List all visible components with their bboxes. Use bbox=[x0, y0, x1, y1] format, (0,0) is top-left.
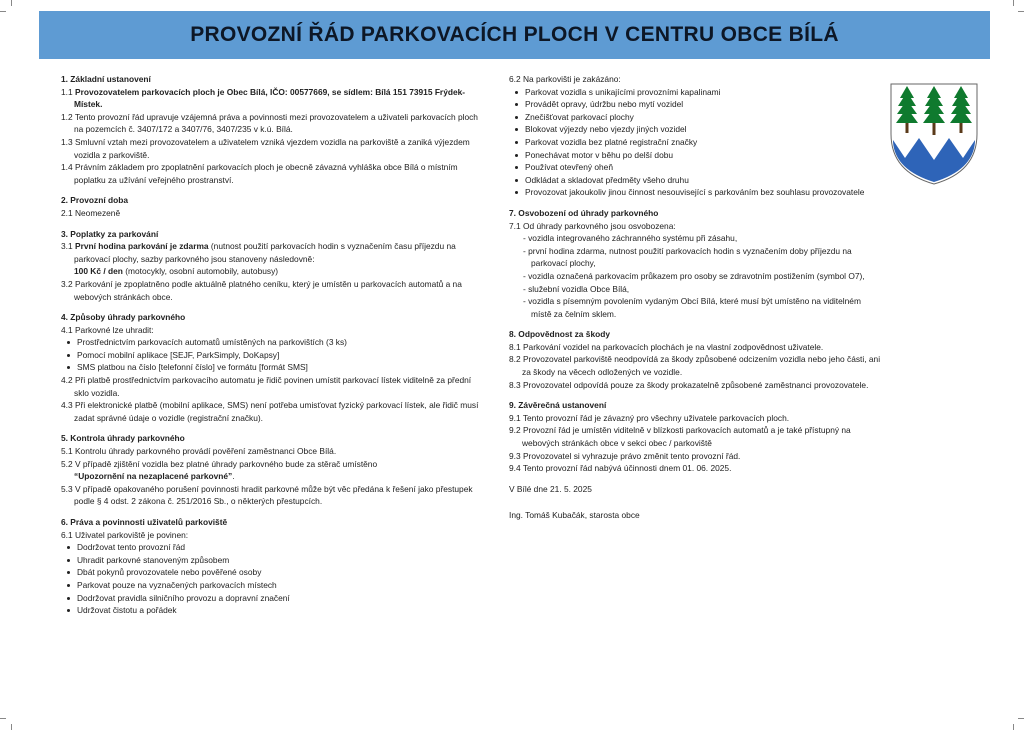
paragraph-5-1: 5.1 Kontrolu úhrady parkovného provádí pověření zaměstnanci Obce Bílá. bbox=[61, 446, 337, 457]
paragraph-4-3: 4.3 Při elektronické platbě (mobilní aplikace, SMS) není potřeba umisťovat fyzický parkovací lístek, ale řidič musí zadat správné údaje o vozidle (registrační značku). bbox=[61, 400, 479, 423]
section-heading: 2. Provozní doba bbox=[61, 195, 129, 206]
place-date: V Bílé dne 21. 5. 2025 bbox=[509, 483, 592, 494]
section-heading: 9. Závěrečná ustanovení bbox=[509, 400, 607, 411]
exemption-item: - vozidla integrovaného záchranného systému při zásahu, bbox=[523, 233, 738, 244]
crop-mark bbox=[1013, 0, 1014, 6]
list-item: Pomocí mobilní aplikace [SEJF, ParkSimply, DoKapsy] bbox=[77, 349, 481, 362]
section-heading: 5. Kontrola úhrady parkovného bbox=[61, 433, 185, 444]
paragraph-2-1: 2.1 Neomezeně bbox=[61, 207, 121, 218]
section-heading: 1. Základní ustanovení bbox=[61, 74, 151, 84]
user-obligations-list bbox=[61, 541, 481, 617]
crop-mark bbox=[1018, 718, 1024, 719]
paragraph-1-4: 1.4 Právním základem pro zpoplatnění parkovacích ploch je obecně závazná vyhláška obce Bílá o místním poplatku za užívání veřejného prostranství. bbox=[61, 162, 458, 185]
payment-methods-list bbox=[61, 336, 481, 374]
exemption-item: - služební vozidla Obce Bílá, bbox=[523, 283, 630, 294]
crop-mark bbox=[1013, 724, 1014, 730]
section-8 bbox=[509, 328, 881, 391]
crop-mark bbox=[1018, 11, 1024, 12]
paragraph-9-2: 9.2 Provozní řád je umístěn viditelně v blízkosti parkovacích automatů a je také přístupný na webových stránkách obce v sekci obec / parkoviště bbox=[509, 425, 851, 449]
paragraph-9-3: 9.3 Provozovatel si vyhrazuje právo změnit tento provozní řád. bbox=[509, 450, 741, 461]
crop-mark bbox=[0, 11, 6, 12]
paragraph-1-3: 1.3 Smluvní vztah mezi provozovatelem a uživatelem vzniká vjezdem vozidla na parkoviště a zaniká výjezdem vozidla z parkoviště. bbox=[61, 136, 470, 160]
paragraph-4-1: 4.1 Parkovné lze uhradit: bbox=[61, 324, 154, 335]
list-item: Parkovat vozidla bez platné registrační značky bbox=[525, 136, 881, 149]
section-heading: 8. Odpovědnost za škody bbox=[509, 329, 610, 340]
section-1 bbox=[61, 73, 481, 186]
exemption-item: - první hodina zdarma, nutnost použití parkovacích hodin s vyznačením doby příjezdu na parkovací plochy, bbox=[523, 245, 852, 269]
section-heading: 6. Práva a povinnosti uživatelů parkoviště bbox=[61, 517, 228, 527]
crop-mark bbox=[11, 724, 12, 730]
section-heading: 4. Způsoby úhrady parkovného bbox=[61, 312, 186, 323]
paragraph-number: 3.1 bbox=[61, 241, 75, 252]
paragraph-1-1 bbox=[61, 86, 481, 111]
paragraph-text: 5.2 V případě zjištění vozidla bez platné úhrady parkovného bude za stěrač umístěno bbox=[61, 458, 378, 469]
list-item: Dbát pokynů provozovatele nebo pověřené osoby bbox=[77, 566, 481, 579]
exemption-item: - vozidla s písemným povolením vydaným Obcí Bílá, které musí být umístěno na viditelném místě za čelním sklem. bbox=[523, 296, 861, 319]
paragraph-1-2: 1.2 Tento provozní řád upravuje vzájemná práva a povinnosti mezi provozovatelem a uživateli parkovacích ploch na pozemcích č. 3407/172 a 3407/76, 3407/235 v k.ú. Bílá. bbox=[61, 111, 478, 135]
paragraph-8-3: 8.3 Provozovatel odpovídá pouze za škody prokazatelně způsobené zaměstnanci provozovatele. bbox=[509, 379, 869, 390]
paragraph-6-1: 6.1 Uživatel parkoviště je povinen: bbox=[61, 529, 189, 540]
list-item: Odkládat a skladovat předměty všeho druhu bbox=[525, 174, 881, 187]
operator-info: Provozovatelem parkovacích ploch je Obec Bílá, IČO: 00577669, se sídlem: Bílá 151 73915 Frýdek-Místek. bbox=[74, 86, 466, 110]
paragraph-number: 1.1 bbox=[61, 86, 75, 97]
municipal-coat-of-arms-icon bbox=[889, 82, 979, 186]
list-item: Blokovat výjezdy nebo vjezdy jiných vozidel bbox=[525, 123, 881, 136]
crop-mark bbox=[11, 0, 12, 6]
fee-description: (nutnost použití parkovacích hodin s vyznačením času příjezdu na parkovací plochy, sazby parkovného jsou stanoveny následovně: bbox=[74, 241, 456, 264]
paragraph-7-1: 7.1 Od úhrady parkovného jsou osvobozena: bbox=[509, 220, 676, 231]
left-column bbox=[61, 73, 481, 625]
paragraph-text: . bbox=[232, 471, 235, 482]
signature: Ing. Tomáš Kubačák, starosta obce bbox=[509, 510, 640, 521]
section-heading: 3. Poplatky za parkování bbox=[61, 228, 159, 239]
section-7 bbox=[509, 207, 881, 320]
paragraph-3-1 bbox=[61, 240, 481, 278]
section-3 bbox=[61, 228, 481, 304]
paragraph-8-2: 8.2 Provozovatel parkoviště neodpovídá za škody způsobené odcizením vozidla nebo jeho části, ani za škody na věcech odložených ve vozidle. bbox=[509, 354, 881, 378]
vehicle-types: (motocykly, osobní automobily, autobusy) bbox=[122, 266, 279, 277]
paragraph-9-4: 9.4 Tento provozní řád nabývá účinnosti dnem 01. 06. 2025. bbox=[509, 463, 732, 474]
section-5 bbox=[61, 432, 481, 508]
paragraph-9-1: 9.1 Tento provozní řád je závazný pro všechny uživatele parkovacích ploch. bbox=[509, 412, 790, 423]
section-4 bbox=[61, 311, 481, 424]
list-item: Znečišťovat parkovací plochy bbox=[525, 111, 881, 124]
right-column bbox=[509, 73, 881, 522]
list-item: Parkovat vozidla s unikajícími provozními kapalinami bbox=[525, 86, 881, 99]
daily-price: 100 Kč / den bbox=[74, 266, 123, 277]
list-item: Dodržovat pravidla silničního provozu a dopravní značení bbox=[77, 592, 481, 605]
section-6 bbox=[61, 516, 481, 617]
section-6-continued bbox=[509, 73, 881, 199]
list-item: Udržovat čistotu a pořádek bbox=[77, 604, 481, 617]
list-item: Prostřednictvím parkovacích automatů umístěných na parkovištích (3 ks) bbox=[77, 336, 481, 349]
list-item: Ponechávat motor v běhu po delší dobu bbox=[525, 149, 881, 162]
list-item: Používat otevřený oheň bbox=[525, 161, 881, 174]
section-2 bbox=[61, 194, 481, 219]
paragraph-5-2 bbox=[61, 458, 481, 483]
title-banner bbox=[39, 11, 990, 59]
page-title: PROVOZNÍ ŘÁD PARKOVACÍCH PLOCH V CENTRU OBCE BÍLÁ bbox=[190, 23, 839, 46]
paragraph-6-2: 6.2 Na parkovišti je zakázáno: bbox=[509, 74, 621, 84]
prohibitions-list bbox=[509, 86, 881, 199]
free-hour-text: První hodina parkování je zdarma bbox=[74, 241, 209, 252]
paragraph-4-2: 4.2 Při platbě prostřednictvím parkovacího automatu je řidič povinen umístit parkovací lístek viditelně za přední sklo vozidla. bbox=[61, 375, 472, 398]
section-heading: 7. Osvobození od úhrady parkovného bbox=[509, 207, 659, 218]
list-item: Uhradit parkovné stanoveným způsobem bbox=[77, 554, 481, 567]
crop-mark bbox=[0, 718, 6, 719]
paragraph-5-3: 5.3 V případě opakovaného porušení povinnosti hradit parkovné může být věc předána k řešení jako přestupek podle § 4 odst. 2 zákona č. 251/2016 Sb., o některých přestupcích. bbox=[61, 483, 473, 507]
list-item: Dodržovat tento provozní řád bbox=[77, 541, 481, 554]
section-9 bbox=[509, 399, 881, 475]
paragraph-8-1: 8.1 Parkování vozidel na parkovacích plochách je na vlastní zodpovědnost uživatele. bbox=[509, 341, 824, 352]
exemption-item: - vozidla označená parkovacím průkazem pro osoby se zdravotním postižením (symbol O7), bbox=[523, 270, 865, 281]
list-item: Provádět opravy, údržbu nebo mytí vozidel bbox=[525, 98, 881, 111]
list-item: Provozovat jakoukoliv jinou činnost nesouvisející s parkováním bez souhlasu provozovatele bbox=[525, 186, 881, 199]
list-item: Parkovat pouze na vyznačených parkovacích místech bbox=[77, 579, 481, 592]
paragraph-3-2: 3.2 Parkování je zpoplatněno podle aktuálně platného ceníku, který je umístěn u parkovacích automatů a na webových stránkách obce. bbox=[61, 278, 462, 302]
list-item: SMS platbou na číslo [telefonní číslo] ve formátu [formát SMS] bbox=[77, 361, 481, 374]
notice-label: “Upozornění na nezaplacené parkovné” bbox=[74, 471, 233, 482]
